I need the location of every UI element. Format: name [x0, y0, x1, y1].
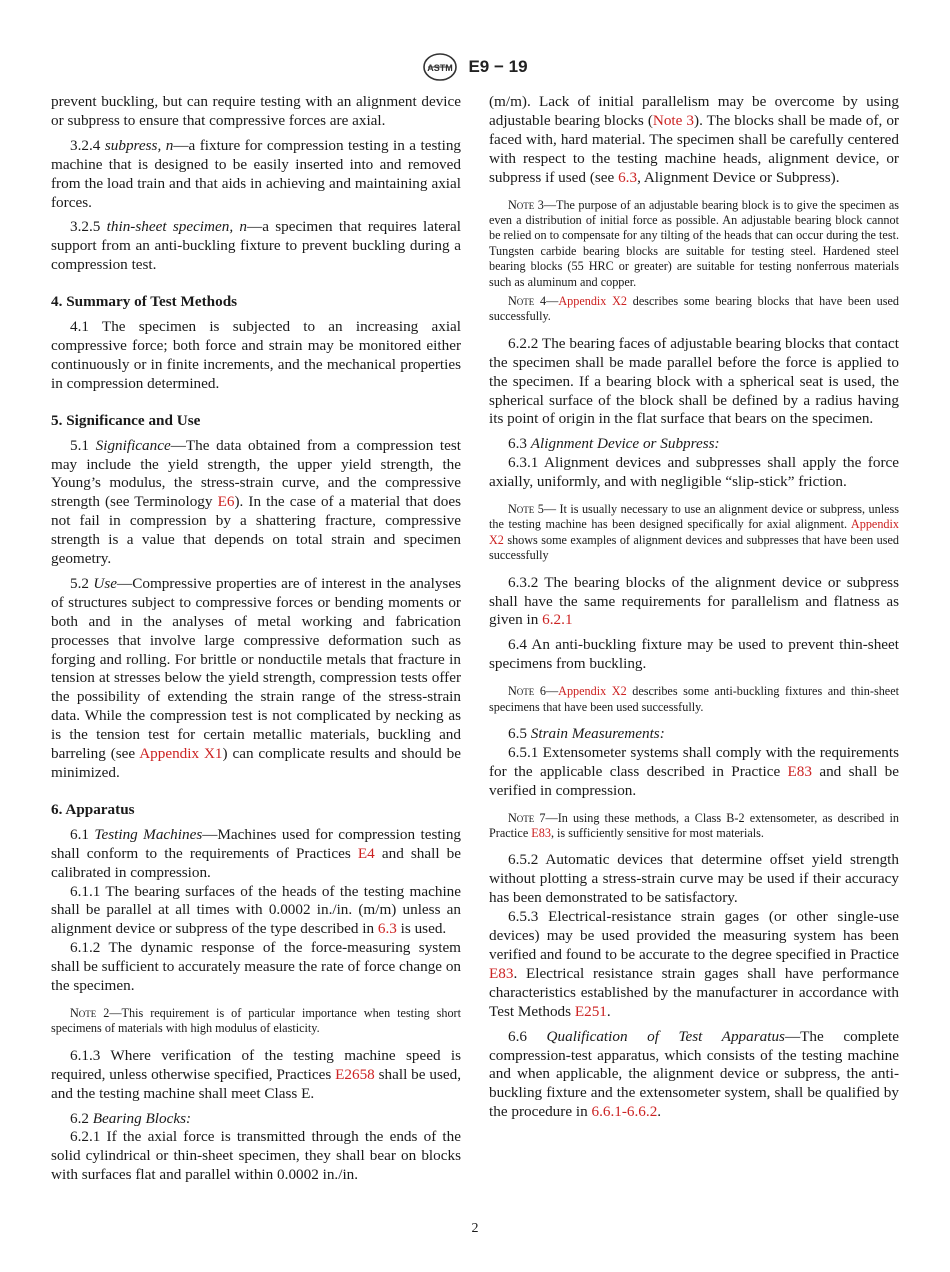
paragraph-6-1-1: 6.1.1 The bearing surfaces of the heads of the testing machine shall be parallel at all times with 0.0002 in./in. (m/m) unless an alignment device or subpress of the type described in 6.3 is used. [51, 882, 461, 938]
link-appendix-x1[interactable]: Appendix X1 [139, 745, 223, 763]
link-e2658[interactable]: E2658 [335, 1065, 375, 1083]
link-e83[interactable]: E83 [787, 762, 812, 780]
left-column [51, 93, 461, 1185]
link-e4[interactable]: E4 [357, 844, 375, 862]
link-appendix-x2[interactable]: Appendix X2 [558, 293, 628, 308]
link-e6[interactable]: E6 [217, 493, 235, 511]
note-7: Note 7—In using these methods, a Class B-2 extensometer, as described in Practice E83, is sufficiently sensitive for most materials. [489, 810, 899, 841]
section-heading-4: 4. Summary of Test Methods [51, 293, 238, 311]
link-appendix-x2[interactable]: Appendix X2 [558, 684, 627, 699]
link-e83[interactable]: E83 [531, 826, 551, 841]
paragraph-6-3: 6.3 Alignment Device or Subpress: [508, 435, 720, 453]
note-5: Note 5— It is usually necessary to use an alignment device or subpress, unless the testing machine has been designed specifically for axial alignment. Appendix X2 shows some examples of alignment devices and subpresses that have been used successfully [489, 502, 899, 563]
link-e83[interactable]: E83 [489, 964, 514, 982]
page-number: 2 [471, 1221, 479, 1236]
paragraph-5-2: 5.2 Use—Compressive properties are of interest in the analyses of structures subject to compressive forces or bending moments or both and in the analyses of metal working and fabrication processes that involve large compressive deformation such as forging and rolling. For brittle or nonductile metals that fracture in tension at stresses below the yield strength, compression tests offer the possibility of extending the strain range of the stress-strain data. While the compression test is not complicated by necking as is the tension test for certain metallic materials, buckling and barreling (see Appendix X1) can complicate results and should be minimized. [51, 574, 461, 781]
right-column [489, 93, 899, 1128]
term-thin-sheet-specimen: thin-sheet specimen, n [106, 218, 247, 236]
astm-logo-text: ASTM [427, 63, 454, 73]
paragraph-6-5-2: 6.5.2 Automatic devices that determine offset yield strength without plotting a stress-strain curve may be used if their accuracy has been demonstrated to be satisfactory. [489, 851, 899, 907]
paragraph-3-2-5: 3.2.5 thin-sheet specimen, n—a specimen that requires lateral support from an anti-buckling fixture to prevent buckling during a compression test. [51, 218, 461, 274]
term-subpress: subpress, n [104, 136, 174, 154]
link-6-3[interactable]: 6.3 [377, 920, 397, 938]
paragraph-6-1-3: 6.1.3 Where verification of the testing machine speed is required, unless otherwise specified, Practices E2658 shall be used, and the testing machine shall meet Class E. [51, 1046, 462, 1102]
standard-designation: E9 − 19 [468, 57, 528, 76]
paragraph-6-2: 6.2 Bearing Blocks: [70, 1109, 192, 1127]
paragraph-6-5-3: 6.5.3 Electrical-resistance strain gages (or other single-use devices) may be used provided the measuring system has been verified and found to be accurate to the degree specified in Practice E83. Electrical resistance strain gages shall have performance characteristics established by the manufacturer in accordance with Test Methods E251. [489, 908, 899, 1020]
paragraph-6-1: 6.1 Testing Machines—Machines used for compression testing shall conform to the requirements of Practices E4 and shall be calibrated in compression. [51, 825, 462, 881]
paragraph-6-5: 6.5 Strain Measurements: [508, 725, 665, 742]
paragraph-6-4: 6.4 An anti-buckling fixture may be used to prevent thin-sheet specimens from buckling. [489, 636, 899, 673]
paragraph-6-3-1: 6.3.1 Alignment devices and subpresses shall apply the force axially, uniformly, and with negligible “slip-stick” friction. [489, 454, 899, 491]
paragraph-6-6: 6.6 Qualification of Test Apparatus—The complete compression-test apparatus, which consists of the testing machine and when applicable, the alignment device or subpress, the anti-buckling fixture and the extensometer system, shall be qualified by the procedure in 6.6.1-6.6.2. [489, 1027, 899, 1121]
paragraph-6-1-2: 6.1.2 The dynamic response of the force-measuring system shall be sufficient to accurately measure the rate of force change on the specimen. [51, 939, 462, 995]
paragraph-5-1: 5.1 Significance—The data obtained from a compression test may include the yield strength, the upper yield strength, the Young’s modulus, the stress-strain curve, and the compressive strength (see Terminology E6). In the case of a material that does not fail in compression by a shattering fracture, compressive strength is a value that depends on total strain and specimen geometry. [51, 436, 462, 568]
note-2: Note 2—This requirement is of particular importance when testing short specimens of materials with high modulus of elasticity. [51, 1005, 461, 1036]
note-3: Note 3—The purpose of an adjustable bearing block is to give the specimen as even a distribution of initial force as possible. An adjustable bearing block cannot be relied on to compensate for any tilting of the heads that can occur during the test. Tungsten carbide bearing blocks are suitable for testing steel. Hardened steel bearing blocks (55 HRC or greater) are suitable for testing nonferrous materials such as aluminum and copper. [489, 197, 899, 289]
paragraph-6-5-1: 6.5.1 Extensometer systems shall comply with the requirements for the applicable class described in Practice E83 and shall be verified in compression. [489, 743, 899, 799]
paragraph-3-2-4: 3.2.4 subpress, n—a fixture for compression testing in a testing machine that is designed to be easily inserted into and removed from the load train and that aids in achieving and maintaining axial forces. [51, 136, 462, 211]
paragraph-6-2-1-continued: (m/m). Lack of initial parallelism may be overcome by using adjustable bearing blocks (Note 3). The blocks shall be made of, or faced with, hard material. The specimen shall be carefully centered with respect to the testing machine heads, alignment device, or subpress if used (see 6.3, Alignment Device or Subpress). [489, 93, 899, 186]
paragraph-4-1: 4.1 The specimen is subjected to an increasing axial compressive force; both force and strain may be monitored either continuously or in finite increments, and the mechanical properties in compression determined. [51, 318, 461, 392]
note-4: Note 4—Appendix X2 describes some bearing blocks that have been used successfully. [489, 293, 899, 324]
note-6: Note 6—Appendix X2 describes some anti-buckling fixtures and thin-sheet specimens that have been used successfully. [489, 684, 899, 714]
link-note-3[interactable]: Note 3 [652, 111, 695, 129]
link-6-3[interactable]: 6.3 [618, 168, 638, 186]
link-6-6-1-6-6-2[interactable]: 6.6.1-6.6.2 [591, 1103, 658, 1121]
astm-logo-icon [422, 52, 458, 82]
paragraph-6-3-2: 6.3.2 The bearing blocks of the alignment device or subpress shall have the same requirements for parallelism and flatness as given in 6.2.1 [489, 573, 899, 629]
section-heading-6: 6. Apparatus [51, 800, 135, 818]
paragraph-continued: prevent buckling, but can require testing with an alignment device or subpress to ensure that compressive forces are axial. [51, 93, 461, 129]
paragraph-6-2-2: 6.2.2 The bearing faces of adjustable bearing blocks that contact the specimen shall be made parallel before the force is applied to the specimen. If a bearing block with a spherical seat is used, the spherical surface of the block shall be defined by a radius having its point of origin in the flat surface that bears on the specimen. [489, 334, 899, 428]
link-appendix-x2[interactable]: Appendix X2 [489, 517, 899, 547]
page-header [0, 52, 950, 82]
link-e251[interactable]: E251 [574, 1002, 607, 1020]
link-6-2-1[interactable]: 6.2.1 [542, 611, 573, 629]
paragraph-6-2-1: 6.2.1 If the axial force is transmitted through the ends of the solid cylindrical or thin-sheet specimen, they shall bear on blocks with surfaces flat and parallel within 0.0002 in./in. [51, 1128, 461, 1184]
section-heading-5: 5. Significance and Use [51, 411, 201, 429]
